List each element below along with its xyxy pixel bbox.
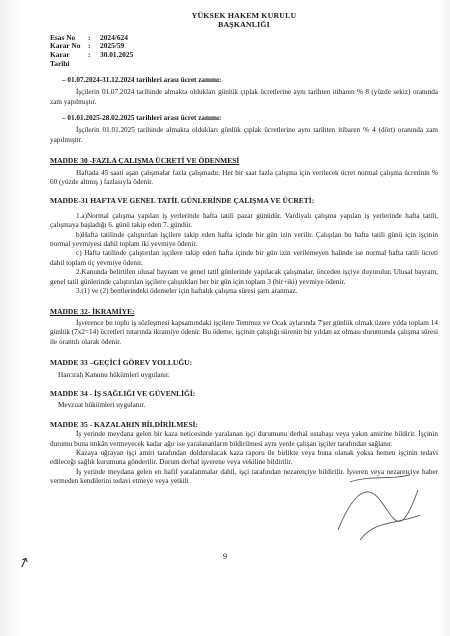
raise2-text: İşçilerin 01.01.2025 tarihinde almakta oldukları günlük çıplak ücretlerine aynı tarihten itibaren % 4 (dört) oranında zam yapılmıştır.	[50, 126, 438, 144]
meta-sep: :	[88, 32, 91, 42]
page-number: 9	[223, 552, 227, 561]
article-31-p2: b)Hafta tatilinde çalıştırılan işçilere takip eden hafta içinde bir gün izin verilir. Çalışılan bu hafta tatili günü için işçinin normal yevmiyesi dahil toplam iki yevmiye ödenir.	[50, 230, 438, 249]
article-35-p1: İş yerinde meydana gelen bir kaza neticesinde yaralanan işçi durumunu derhal ustabaşı veya yakın amirine bildirir. İşçinin durumu buna imkân vermeyecek kadar ağır ise yaralananların bildirilmesi aynı yerde çalışan işçiler tarafından sağlanır.	[50, 430, 438, 448]
article-35-p3: İş yerinde meydana gelen en hafif yaralanmalar dahil, işçi tarafından nezaretçiye bildirilir. İşveren veya nezaretçiye haber vermeden kendilerini tedavi etmeye veya yetkili	[50, 467, 438, 486]
title-line-2: BAŞKANLIĞI	[218, 19, 270, 29]
raise2-heading: – 01.01.2025-28.02.2025 tarihleri arası ücret zammı:	[50, 114, 438, 123]
meta-key: Karar No	[50, 41, 81, 51]
article-32-heading: MADDE 32- İKRAMİYE:	[50, 306, 135, 316]
article-33-heading: MADDE 33 –GEÇİCİ GÖREV YOLLUĞU:	[50, 358, 193, 368]
case-meta	[50, 34, 438, 69]
article-31-heading: MADDE-31 HAFTA VE GENEL TATİL GÜNLERİNDE ÇALIŞMA VE ÜCRETİ:	[50, 196, 315, 206]
article-31-p1: 1.a)Normal çalışma yapılan iş yerlerinde hafta tatili pazar günüdür. Vardiyalı çalışma yapılan iş yerlerinde hafta tatili, çalışmaya başladığı 6. günü takip eden 7. gündür.	[50, 211, 438, 230]
meta-value: 2024/624	[100, 32, 128, 42]
article-30-heading: MADDE 30 -FAZLA ÇALIŞMA ÜCRETİ VE ÖDENMESİ	[50, 156, 240, 166]
article-35-p2: Kazaya uğrayan işçi amiri tarafından doldurulacak kaza raporu ile birlikte veya buna olanak yoksa hemen işçinin tedavi edileceği sağlık kurumuna gönderilir. Durum derhal işverene veya vekiline bildirilir.	[50, 448, 438, 467]
document-body	[50, 12, 438, 487]
title-line-1: YÜKSEK HAKEM KURULU	[191, 11, 297, 20]
article-31-p5: 3.(1) ve (2) bentlerindeki ödemeler için haftalık çalışma süresi şartı aranmaz.	[76, 287, 298, 296]
signature-scribble	[330, 470, 430, 550]
meta-sep: :	[88, 41, 91, 51]
article-31-p3: c) Hafta tatilinde çalıştırılan işçilere takip eden hafta içinde bir gün izin verilemeyen halinde ise normal hafta tatili ücreti dahil toplam üç yevmiye ödenir.	[50, 249, 438, 267]
article-34-heading: MADDE 34 - İŞ SAĞLIĞI VE GÜVENLİĞİ:	[50, 388, 196, 398]
article-31-p4: 2.Kanunda belirtilen ulusal bayram ve genel tatil günlerinde yapılacak çalışmalar, önceden işçiye duyurulur. Ulusal bayram, genel tatil günlerinde çalıştırılan işçilere çalıştıkları her bir gün için toplam 3 (bir+iki) yevmiye ödenir.	[50, 268, 438, 286]
meta-sep: :	[88, 50, 91, 60]
meta-row-tarih	[50, 51, 438, 69]
meta-key: Esas No	[50, 32, 76, 42]
meta-value: 30.01.2025	[100, 50, 134, 60]
article-30-text: Haftada 45 saati aşan çalışmalar fazla çalışmadır. Her bir saat fazla çalışma için verilecek ücret normal çalışma ücretinin % 60 (yüzde altmış ) fazlasıyla ödenir.	[50, 168, 438, 187]
meta-value: 2025/59	[100, 41, 125, 51]
meta-key: Karar Tarihi	[50, 50, 70, 68]
article-32-text: İşverence bu toplu iş sözleşmesi kapsamındaki işçilere Temmuz ve Ocak aylarında 7'şer günlük olmak üzere yılda toplam 14 günlük (7x2=14) ücretleri tutarında ikramiye ödenir. Bu ödeme, işçinin çalıştığı sürenin bir yıldan az olması durumunda çalışma süresi ile orantılı olarak ödenir.	[50, 318, 438, 346]
article-33-text: Harcırah Kanunu hükümleri uygulanır.	[58, 370, 170, 379]
document-title	[50, 12, 438, 30]
article-35-heading: MADDE 35 - KAZALARIN BİLDİRİLMESİ:	[50, 419, 198, 429]
raise1-text: İşçilerin 01.07.2024 tarihinde almakta oldukları günlük çıplak ücretlerine aynı tarihten itibaren % 8 (yüzde sekiz) oranında zam yapılmıştır.	[50, 88, 438, 106]
article-34-text: Mevzuat hükümleri uygulanır.	[58, 401, 146, 410]
raise1-heading: – 01.07.2024-31.12.2024 tarihleri arası ücret zammı:	[50, 76, 438, 85]
handwritten-check-mark: ↗	[15, 553, 33, 573]
